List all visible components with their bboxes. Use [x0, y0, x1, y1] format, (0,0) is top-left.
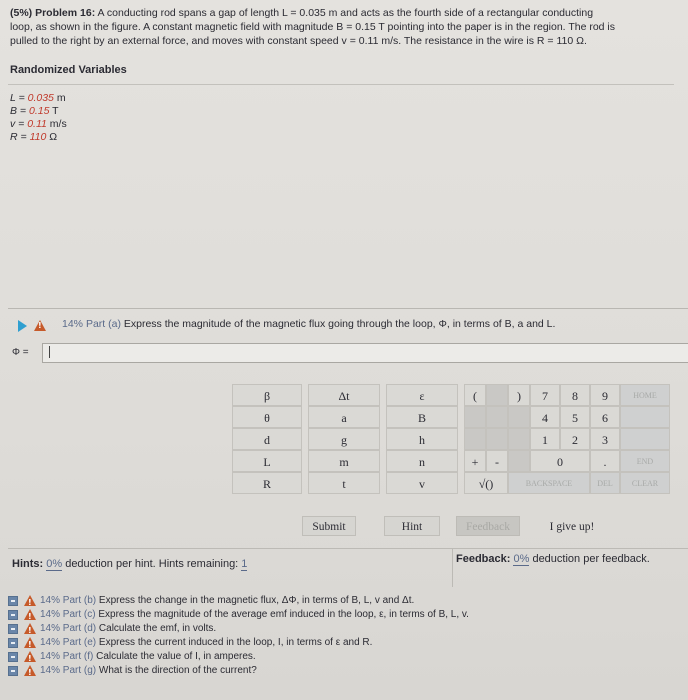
key-backspace[interactable]: BACKSPACE — [508, 472, 590, 494]
key-2[interactable]: 2 — [560, 428, 590, 450]
variable-row: L = 0.035 m — [10, 92, 66, 104]
warning-icon — [24, 651, 36, 662]
key-8[interactable]: 8 — [560, 384, 590, 406]
answer-label: Φ = — [12, 347, 29, 358]
key-R[interactable]: R — [232, 472, 302, 494]
key-paren-open[interactable]: ( — [464, 384, 486, 406]
key-blank[interactable] — [486, 406, 508, 428]
warning-icon — [24, 595, 36, 606]
part-a-header[interactable] — [8, 308, 688, 341]
part-c-row[interactable]: ! 14% Part (c) Express the magnitude of the average emf induced in the loop, ε, in terms of B, L, v. — [8, 608, 688, 622]
key-minus[interactable]: - — [486, 450, 508, 472]
key-theta[interactable]: θ — [232, 406, 302, 428]
key-4[interactable]: 4 — [530, 406, 560, 428]
feedback-button[interactable]: Feedback — [456, 516, 520, 536]
give-up-button[interactable]: I give up! — [549, 521, 595, 533]
warning-icon — [34, 320, 46, 331]
problem-line-3: pulled to the right by an external force, and moves with constant speed v = 0.11 m/s. The resistance in the wire is R = 110 Ω. — [10, 35, 587, 47]
key-6[interactable]: 6 — [590, 406, 620, 428]
variable-row: B = 0.15 T — [10, 105, 59, 117]
collapse-box-icon[interactable] — [8, 652, 18, 662]
key-m[interactable]: m — [308, 450, 380, 472]
key-clear[interactable]: CLEAR — [620, 472, 670, 494]
part-b-row[interactable]: ! 14% Part (b) Express the change in the magnetic flux, ΔΦ, in terms of B, L, v and Δt. — [8, 594, 688, 608]
key-n[interactable]: n — [386, 450, 458, 472]
answer-input[interactable] — [42, 343, 688, 363]
feedback-text: Feedback: 0% deduction per feedback. — [456, 553, 650, 565]
key-a[interactable]: a — [308, 406, 380, 428]
key-0[interactable]: 0 — [530, 450, 590, 472]
feedback-panel — [452, 548, 688, 587]
key-5[interactable]: 5 — [560, 406, 590, 428]
equation-keypad — [232, 384, 680, 502]
key-del[interactable]: DEL — [590, 472, 620, 494]
answer-row — [8, 340, 688, 368]
warning-icon — [24, 637, 36, 648]
key-t[interactable]: t — [308, 472, 380, 494]
key-divide[interactable] — [464, 428, 486, 450]
hints-panel — [8, 548, 453, 587]
key-h[interactable]: h — [386, 428, 458, 450]
problem-line-2: loop, as shown in the figure. A constant magnetic field with magnitude B = 0.15 T pointing into the paper is in the region. The rod is — [10, 21, 616, 33]
collapse-box-icon[interactable] — [8, 666, 18, 676]
key-delta-t[interactable]: Δt — [308, 384, 380, 406]
key-sqrt[interactable]: √() — [464, 472, 508, 494]
key-home[interactable]: HOME — [620, 384, 670, 406]
key-7[interactable]: 7 — [530, 384, 560, 406]
key-d[interactable]: d — [232, 428, 302, 450]
key-v[interactable]: v — [386, 472, 458, 494]
key-left-arrow[interactable] — [620, 406, 670, 428]
warning-icon — [24, 623, 36, 634]
key-epsilon[interactable]: ε — [386, 384, 458, 406]
key-beta[interactable]: β — [232, 384, 302, 406]
part-g-row[interactable]: ! 14% Part (g) What is the direction of the current? — [8, 664, 688, 678]
hints-text: Hints: 0% deduction per hint. Hints remaining: 1 — [12, 558, 248, 570]
part-d-row[interactable]: ! 14% Part (d) Calculate the emf, in volts. — [8, 622, 688, 636]
key-blank[interactable] — [486, 384, 508, 406]
collapse-box-icon[interactable] — [8, 610, 18, 620]
key-paren-close[interactable]: ) — [508, 384, 530, 406]
warning-icon — [24, 665, 36, 676]
collapse-box-icon[interactable] — [8, 624, 18, 634]
key-power[interactable] — [464, 406, 486, 428]
key-L[interactable]: L — [232, 450, 302, 472]
collapse-box-icon[interactable] — [8, 638, 18, 648]
key-1[interactable]: 1 — [530, 428, 560, 450]
key-end[interactable]: END — [620, 450, 670, 472]
randomized-variables-title: Randomized Variables — [10, 64, 127, 76]
key-blank[interactable] — [508, 450, 530, 472]
key-3[interactable]: 3 — [590, 428, 620, 450]
divider — [8, 84, 674, 85]
collapse-box-icon[interactable] — [8, 596, 18, 606]
randomized-variables-list — [10, 92, 67, 144]
key-9[interactable]: 9 — [590, 384, 620, 406]
key-dot[interactable]: . — [590, 450, 620, 472]
key-B[interactable]: B — [386, 406, 458, 428]
part-a-prompt: 14% Part (a) Express the magnitude of the magnetic flux going through the loop, Φ, in terms of B, a and L. — [62, 318, 556, 330]
variable-row: R = 110 Ω — [10, 131, 58, 143]
text-caret — [49, 346, 50, 358]
key-plus[interactable]: + — [464, 450, 486, 472]
part-f-row[interactable]: ! 14% Part (f) Calculate the value of I, in amperes. — [8, 650, 688, 664]
part-e-row[interactable]: ! 14% Part (e) Express the current induced in the loop, I, in terms of ε and R. — [8, 636, 688, 650]
problem-statement — [10, 6, 680, 48]
key-blank[interactable] — [508, 428, 530, 450]
expand-play-icon[interactable] — [18, 320, 27, 332]
key-g[interactable]: g — [308, 428, 380, 450]
problem-header: (5%) Problem 16: — [10, 7, 96, 19]
key-blank[interactable] — [508, 406, 530, 428]
hint-button[interactable]: Hint — [384, 516, 440, 536]
variable-row: v = 0.11 m/s — [10, 118, 67, 130]
warning-icon — [24, 609, 36, 620]
problem-line-1: A conducting rod spans a gap of length L = 0.035 m and acts as the fourth side of a rectangular conducting — [97, 7, 594, 19]
submit-button[interactable]: Submit — [302, 516, 356, 536]
key-right-arrow[interactable] — [620, 428, 670, 450]
key-multiply[interactable] — [486, 428, 508, 450]
parts-list — [8, 594, 688, 678]
